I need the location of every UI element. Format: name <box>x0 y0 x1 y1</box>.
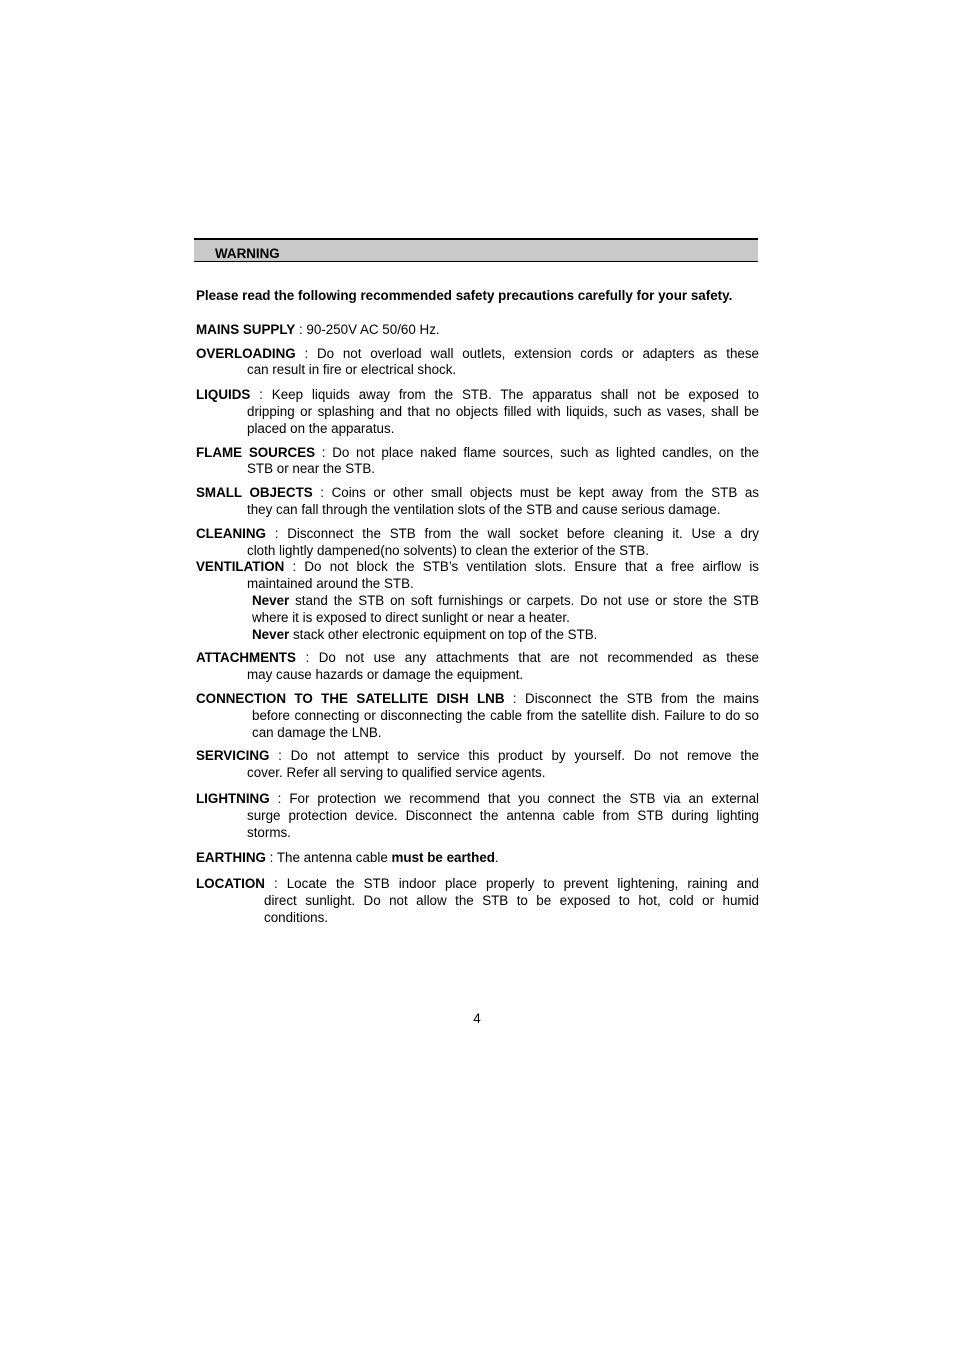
page-number: 4 <box>473 1011 481 1026</box>
item-servicing <box>196 748 759 782</box>
never-text: stack other electronic equipment on top of the STB. <box>289 626 598 642</box>
item-liquids <box>196 387 759 437</box>
item-flame-sources <box>196 445 759 479</box>
item-label: VENTILATION <box>196 559 285 575</box>
item-text-line1: : Do not overload wall outlets, extension cords or adapters as these <box>295 345 759 361</box>
item-small-objects <box>196 485 759 519</box>
item-text-line1: : Do not use any attachments that are not recommended as these <box>295 650 759 666</box>
item-text-rest: can result in fire or electrical shock. <box>247 362 457 378</box>
item-text-rest: maintained around the STB. <box>247 576 414 592</box>
section-header-bar <box>194 238 758 262</box>
item-text-line1: : For protection we recommend that you connect the STB via an external <box>269 790 759 806</box>
item-label: MAINS SUPPLY <box>196 321 296 337</box>
item-text-line1: : Coins or other small objects must be kept away from the STB as <box>312 485 759 501</box>
item-label: SERVICING <box>196 748 270 764</box>
item-label: ATTACHMENTS <box>196 650 296 666</box>
item-label: FLAME SOURCES <box>196 444 316 460</box>
item-text-line1: : Do not block the STB’s ventilation slots. Ensure that a free airflow is <box>284 559 759 575</box>
never-note-1 <box>196 593 759 627</box>
never-label: Never <box>252 626 290 642</box>
item-label: OVERLOADING <box>196 345 296 361</box>
item-text-line1: : Disconnect the STB from the mains <box>504 690 760 706</box>
item-label: LOCATION <box>196 876 265 892</box>
item-text-rest: before connecting or disconnecting the cable from the satellite dish. Failure to do so can damage the LNB. <box>252 707 759 740</box>
item-text-line1: : Disconnect the STB from the wall socket before cleaning it. Use a dry <box>265 525 759 541</box>
never-text: stand the STB on soft furnishings or carpets. Do not use or store the STB where it is exposed to direct sunlight or near a heater. <box>252 592 759 625</box>
item-text: : 90-250V AC 50/60 Hz. <box>295 321 440 337</box>
item-overloading <box>196 346 759 380</box>
item-text-line1: : Do not attempt to service this product by yourself. Do not remove the <box>269 748 759 764</box>
item-text-line1: : Locate the STB indoor place properly to prevent lightening, raining and <box>264 876 759 892</box>
warning-content <box>196 288 759 927</box>
item-text-rest: cloth lightly dampened(no solvents) to clean the exterior of the STB. <box>247 542 649 558</box>
item-text-rest: cover. Refer all serving to qualified service agents. <box>247 765 546 781</box>
item-text: : The antenna cable <box>265 850 392 866</box>
never-label: Never <box>252 592 290 608</box>
item-label: LIGHTNING <box>196 790 270 806</box>
item-location <box>196 876 759 926</box>
item-text-rest: may cause hazards or damage the equipment. <box>247 667 524 683</box>
item-label: SMALL OBJECTS <box>196 485 313 501</box>
item-earthing <box>196 850 759 867</box>
intro-paragraph: Please read the following recommended safety precautions carefully for your safety. <box>196 288 733 303</box>
item-mains-supply <box>196 322 759 339</box>
section-title: WARNING <box>215 246 280 261</box>
item-text-rest: direct sunlight. Do not allow the STB to be exposed to hot, cold or humid conditions. <box>264 892 759 925</box>
item-text-rest: dripping or splashing and that no objects filled with liquids, such as vases, shall be placed on the apparatus. <box>247 403 759 436</box>
item-text-rest: surge protection device. Disconnect the antenna cable from STB during lighting storms. <box>247 807 759 840</box>
item-text-rest: STB or near the STB. <box>247 461 376 477</box>
item-end: . <box>494 850 499 866</box>
item-ventilation <box>196 559 759 643</box>
item-label: EARTHING <box>196 850 266 866</box>
item-connection-lnb <box>196 691 759 741</box>
never-note-2 <box>196 627 759 644</box>
item-bold-tail: must be earthed <box>391 850 495 866</box>
item-text-rest: they can fall through the ventilation slots of the STB and cause serious damage. <box>247 501 721 517</box>
item-label: LIQUIDS <box>196 387 251 403</box>
item-label: CLEANING <box>196 525 266 541</box>
item-lightning <box>196 791 759 841</box>
item-attachments <box>196 650 759 684</box>
item-text-line1: : Keep liquids away from the STB. The apparatus shall not be exposed to <box>250 387 759 403</box>
item-text-line1: : Do not place naked flame sources, such as lighted candles, on the <box>315 444 759 460</box>
item-label: CONNECTION TO THE SATELLITE DISH LNB <box>196 690 505 706</box>
item-cleaning <box>196 526 759 560</box>
